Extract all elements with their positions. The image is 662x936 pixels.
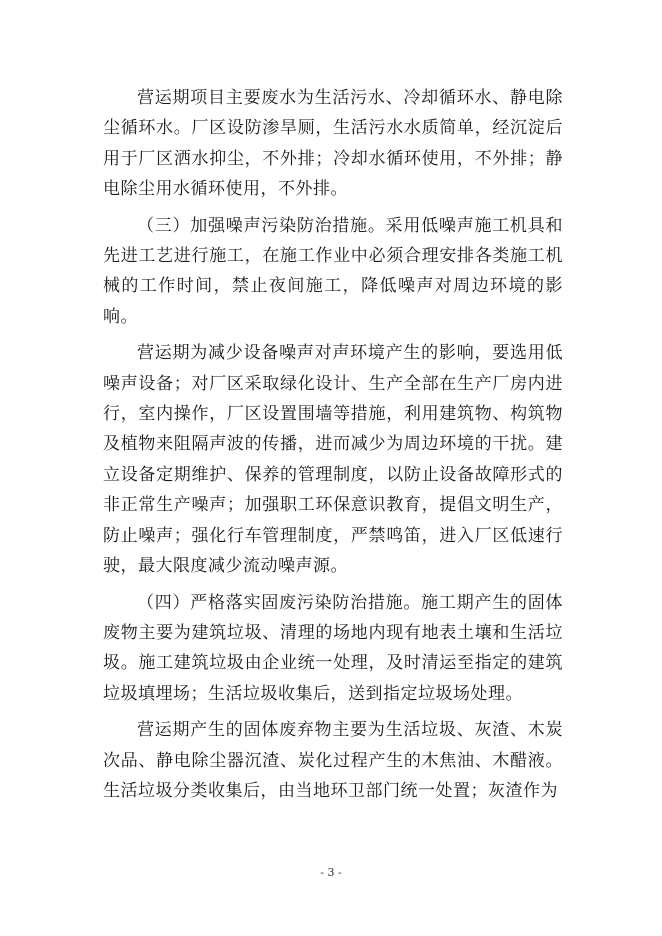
paragraph-wastewater: 营运期项目主要废水为生活污水、冷却循环水、静电除尘循环水。厂区设防渗旱厕，生活污水水质简单，经沉淀后用于厂区洒水抑尘，不外排；冷却水循环使用，不外排；静电除尘用水循环使用，不外排。 [103,88,563,200]
paragraph-solid-waste-operation: 营运期产生的固体废弃物主要为生活垃圾、灰渣、木炭次品、静电除尘器沉渣、炭化过程产生的木焦油、木醋液。生活垃圾分类收集后，由当地环卫部门统一处置；灰渣作为 [103,720,563,801]
page-number: - 3 - [320,866,342,879]
paragraph-solid-waste-construction: （四）严格落实固废污染防治措施。施工期产生的固体废物主要为建筑垃圾、清理的场地内现有地表土壤和生活垃圾。施工建筑垃圾由企业统一处理，及时清运至指定的建筑垃圾填埋场；生活垃圾收集后，送到指定垃圾场处理。 [103,592,563,704]
paragraph-noise-construction: （三）加强噪声污染防治措施。采用低噪声施工机具和先进工艺进行施工，在施工作业中必须合理安排各类施工机械的工作时间，禁止夜间施工，降低噪声对周边环境的影响。 [103,215,563,327]
document-body [103,83,563,806]
paragraph-noise-operation: 营运期为减少设备噪声对声环境产生的影响，要选用低噪声设备；对厂区采取绿化设计、生产全部在生产厂房内进行，室内操作，厂区设置围墙等措施，利用建筑物、构筑物及植物来阻隔声波的传播，进而减少为周边环境的干扰。建立设备定期维护、保养的管理制度，以防止设备故障形式的非正常生产噪声；加强职工环保意识教育，提倡文明生产，防止噪声；强化行车管理制度，严禁鸣笛，进入厂区低速行驶，最大限度减少流动噪声源。 [103,343,563,577]
